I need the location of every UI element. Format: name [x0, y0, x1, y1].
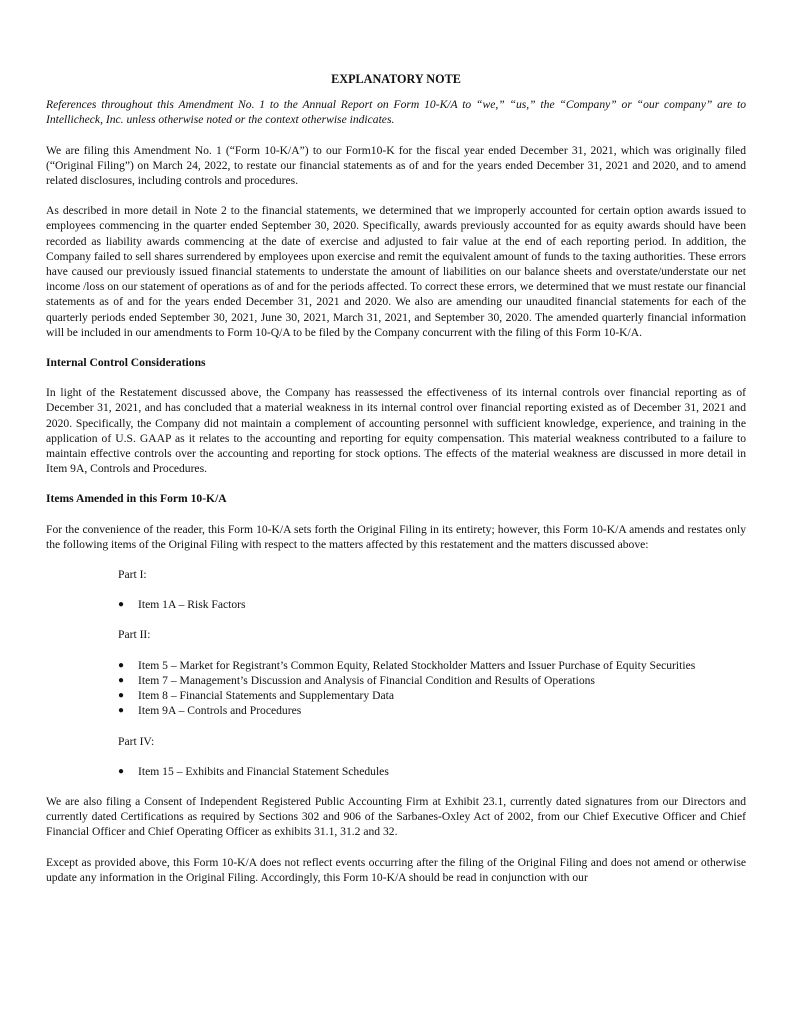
list-item	[118, 764, 746, 779]
internal-control-heading: Internal Control Considerations	[46, 356, 206, 370]
list-item	[118, 688, 746, 703]
bullet-icon: ●	[118, 765, 125, 777]
part1-item-list	[46, 597, 746, 612]
list-item	[118, 658, 746, 673]
items-amended-heading: Items Amended in this Form 10-K/A	[46, 492, 227, 506]
item-text: Item 8 – Financial Statements and Supplementary Data	[138, 689, 394, 703]
bullet-icon: ●	[118, 599, 125, 611]
item-text: Item 7 – Management’s Discussion and Analysis of Financial Condition and Results of Operations	[138, 673, 595, 687]
item-text: Item 15 – Exhibits and Financial Statement Schedules	[138, 764, 389, 778]
note2-paragraph: As described in more detail in Note 2 to the financial statements, we determined that we improperly accounted for certain option awards issued to employees commencing in the quarter ended September 30, 2020. Specifically, awards previously accounted for as equity awards should have been recorded as liability awards commencing at the date of exercise and adjusted to fair value at the end of each reporting period. In addition, the Company failed to sell shares surrendered by employees upon exercise and remit the equivalent amount of funds to the taxing authorities. These errors have caused our previously issued financial statements to understate the amount of liabilities on our balance sheets and overstate/understate our net income /loss on our statement of operations as of and for the periods affected. To correct these errors, we determined that we must restate our financial statements as of and for the years ended December 31, 2021 and 2020. We also are amending our unaudited financial statements for each of the quarterly periods ended September 30, 2021, June 30, 2021, March 31, 2021, and September 30, 2020. The amended quarterly financial information will be included in our amendments to Form 10-Q/A to be filed by the Company concurrent with the filing of this Form 10-K/A.	[46, 204, 746, 339]
part4-label: Part IV:	[118, 734, 155, 748]
except-paragraph: Except as provided above, this Form 10-K/A does not reflect events occurring after the filing of the Original Filing and does not amend or otherwise update any information in the Original Filing. Accordingly, this Form 10-K/A should be read in conjunction with our	[46, 855, 746, 884]
items-amended-paragraph: For the convenience of the reader, this Form 10-K/A sets forth the Original Filing in its entirety; however, this Form 10-K/A amends and restates only the following items of the Original Filing with respect to the matters affected by this restatement and the matters discussed above:	[46, 522, 746, 551]
part2-item-list	[46, 658, 746, 719]
item-text: Item 5 – Market for Registrant’s Common Equity, Related Stockholder Matters and Issuer Purchase of Equity Securities	[138, 658, 696, 672]
bullet-icon: ●	[118, 659, 125, 671]
intro-paragraph: References throughout this Amendment No. 1 to the Annual Report on Form 10-K/A to “we,” “us,” the “Company” or “our company” are to Intellicheck, Inc. unless otherwise noted or the context otherwise indicates.	[46, 98, 746, 127]
filing-paragraph: We are filing this Amendment No. 1 (“Form 10-K/A”) to our Form10-K for the fiscal year ended December 31, 2021, which was originally filed (“Original Filing”) on March 24, 2022, to restate our financial statements as of and for the years ended December 31, 2021 and 2020, and to amend related disclosures, including controls and procedures.	[46, 143, 746, 188]
item-text: Item 1A – Risk Factors	[138, 598, 246, 612]
part1-label: Part I:	[118, 568, 147, 582]
consent-paragraph: We are also filing a Consent of Independent Registered Public Accounting Firm at Exhibit 23.1, currently dated signatures from our Directors and currently dated Certifications as required by Sections 302 and 906 of the Sarbanes-Oxley Act of 2002, from our Chief Executive Officer and Chief Financial Officer and Chief Operating Officer as exhibits 31.1, 31.2 and 32.	[46, 794, 746, 839]
bullet-icon: ●	[118, 674, 125, 686]
document-page	[46, 72, 746, 900]
bullet-icon: ●	[118, 705, 125, 717]
internal-control-paragraph: In light of the Restatement discussed above, the Company has reassessed the effectiveness of its internal controls over financial reporting as of December 31, 2021, and has concluded that a material weakness in its internal control over financial reporting existed as of December 31, 2021 and 2020. Specifically, the Company did not maintain a complement of accounting personnel with sufficient knowledge, experience, and training in the application of U.S. GAAP as it relates to the accounting and reporting for equity compensation. This material weakness contributed to a failure to maintain effective controls over the accounting and reporting for stock options. The effects of the material weakness are discussed in more detail in Item 9A, Controls and Procedures.	[46, 386, 746, 476]
list-item	[118, 703, 746, 718]
list-item	[118, 673, 746, 688]
page-title: EXPLANATORY NOTE	[331, 72, 461, 86]
item-text: Item 9A – Controls and Procedures	[138, 704, 302, 718]
part4-item-list	[46, 764, 746, 779]
bullet-icon: ●	[118, 690, 125, 702]
part2-label: Part II:	[118, 628, 151, 642]
list-item	[118, 597, 746, 612]
